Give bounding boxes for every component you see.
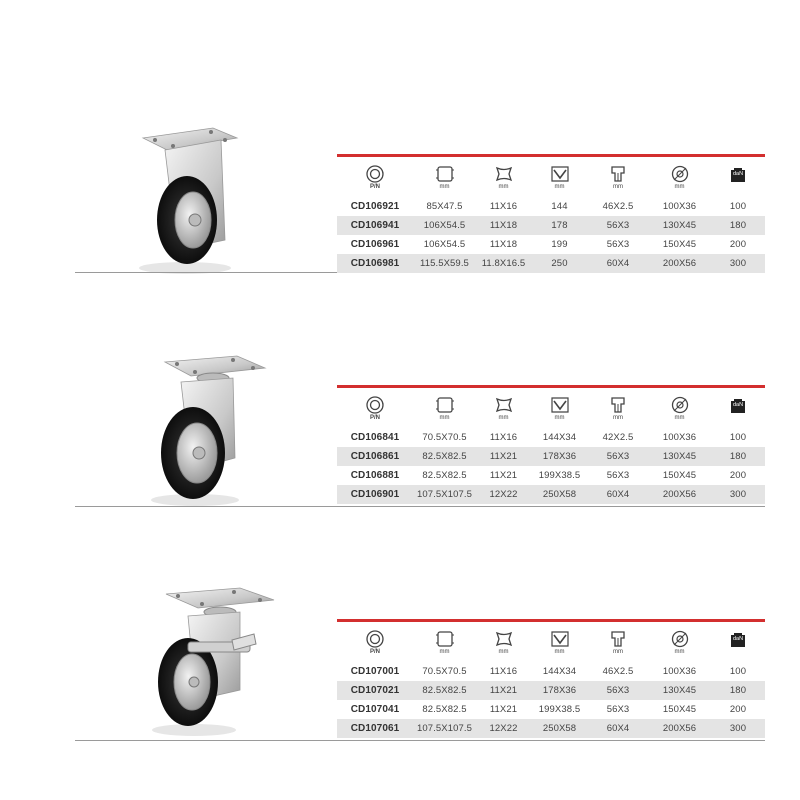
spec-cell: 82.5X82.5	[413, 447, 476, 466]
plate-size-column-header	[413, 621, 476, 663]
table-row	[337, 662, 765, 681]
spec-cell: 46X2.5	[588, 197, 648, 216]
spec-cell: 150X45	[648, 700, 711, 719]
spec-cell: 60X4	[588, 254, 648, 273]
table-row	[337, 700, 765, 719]
column-unit-label: mm	[554, 414, 565, 421]
column-unit-label: mm	[674, 414, 685, 421]
spec-cell: 100X36	[648, 428, 711, 447]
spec-cell: 100	[711, 428, 765, 447]
column-unit-label: mm	[498, 414, 509, 421]
spec-cell: 56X3	[588, 681, 648, 700]
spec-cell: 82.5X82.5	[413, 681, 476, 700]
spec-cell: 46X2.5	[588, 662, 648, 681]
spec-cell: 11.8X16.5	[476, 254, 531, 273]
spec-cell: 82.5X82.5	[413, 466, 476, 485]
spec-cell: 144	[531, 197, 588, 216]
spec-cell: 130X45	[648, 681, 711, 700]
spec-cell: 178X36	[531, 681, 588, 700]
column-unit-label: mm	[439, 183, 450, 190]
spec-cell: 199X38.5	[531, 466, 588, 485]
spec-cell: 180	[711, 216, 765, 235]
spec-cell: 100	[711, 662, 765, 681]
spec-cell: 12X22	[476, 485, 531, 504]
spec-cell: 82.5X82.5	[413, 700, 476, 719]
spec-table-3	[337, 619, 765, 738]
part-number-cell: CD106981	[337, 254, 413, 273]
spec-cell: 11X21	[476, 700, 531, 719]
spec-cell: 200X56	[648, 254, 711, 273]
pn-ring-icon	[364, 630, 386, 648]
column-unit-label: mm	[613, 414, 623, 421]
spec-cell: 12X22	[476, 719, 531, 738]
spec-cell: 107.5X107.5	[413, 485, 476, 504]
wheel-size-column-header	[648, 621, 711, 663]
swivel-brake-caster-image	[128, 582, 283, 742]
spec-cell: 144X34	[531, 662, 588, 681]
spec-cell: 11X16	[476, 197, 531, 216]
part-number-cell: CD107001	[337, 662, 413, 681]
spec-cell: 200	[711, 700, 765, 719]
spec-cell: 60X4	[588, 719, 648, 738]
bearing-column-header	[588, 621, 648, 663]
bolt-hole-icon	[493, 630, 515, 648]
table-header-row	[337, 621, 765, 663]
column-unit-label: mm	[613, 648, 623, 655]
spec-cell: 178	[531, 216, 588, 235]
spec-cell: 300	[711, 719, 765, 738]
spec-cell: 130X45	[648, 216, 711, 235]
spec-cell: 100X36	[648, 197, 711, 216]
column-unit-label: mm	[439, 414, 450, 421]
spec-cell: 300	[711, 254, 765, 273]
column-unit-label: daN	[732, 171, 744, 177]
column-unit-label: mm	[554, 183, 565, 190]
spec-cell: 106X54.5	[413, 235, 476, 254]
spec-cell: 150X45	[648, 466, 711, 485]
part-number-cell: CD106941	[337, 216, 413, 235]
column-unit-label: mm	[498, 183, 509, 190]
spec-cell: 250X58	[531, 719, 588, 738]
spec-cell: 250	[531, 254, 588, 273]
part-number-cell: CD106901	[337, 485, 413, 504]
spec-cell: 85X47.5	[413, 197, 476, 216]
pn-ring-column-header	[337, 621, 413, 663]
part-number-cell: CD106961	[337, 235, 413, 254]
spec-cell: 200	[711, 235, 765, 254]
spec-cell: 70.5X70.5	[413, 428, 476, 447]
spec-cell: 200X56	[648, 719, 711, 738]
column-unit-label: mm	[498, 648, 509, 655]
spec-cell: 11X18	[476, 235, 531, 254]
spec-cell: 100	[711, 197, 765, 216]
spec-cell: 180	[711, 447, 765, 466]
spec-cell: 11X21	[476, 681, 531, 700]
spec-cell: 300	[711, 485, 765, 504]
spec-cell: 11X18	[476, 216, 531, 235]
spec-cell: 144X34	[531, 428, 588, 447]
spec-cell: 106X54.5	[413, 216, 476, 235]
spec-cell: 56X3	[588, 216, 648, 235]
spec-cell: 178X36	[531, 447, 588, 466]
spec-cell: 200	[711, 466, 765, 485]
column-unit-label: mm	[674, 183, 685, 190]
spec-cell: 42X2.5	[588, 428, 648, 447]
part-number-cell: CD106841	[337, 428, 413, 447]
spec-cell: 250X58	[531, 485, 588, 504]
column-unit-label: mm	[674, 648, 685, 655]
part-number-cell: CD106861	[337, 447, 413, 466]
spec-cell: 115.5X59.5	[413, 254, 476, 273]
part-number-cell: CD107021	[337, 681, 413, 700]
table-body	[337, 662, 765, 738]
table-row	[337, 681, 765, 700]
plate-size-icon	[434, 630, 456, 648]
spec-cell: 199	[531, 235, 588, 254]
height-column-header	[531, 621, 588, 663]
spec-cell: 56X3	[588, 466, 648, 485]
spec-cell: 199X38.5	[531, 700, 588, 719]
spec-cell: 150X45	[648, 235, 711, 254]
column-unit-label: P/N	[369, 414, 380, 421]
column-unit-label: daN	[732, 636, 744, 642]
spec-cell: 11X21	[476, 447, 531, 466]
spec-cell: 60X4	[588, 485, 648, 504]
bearing-icon	[607, 630, 629, 648]
spec-cell: 70.5X70.5	[413, 662, 476, 681]
spec-cell: 180	[711, 681, 765, 700]
spec-cell: 100X36	[648, 662, 711, 681]
column-unit-label: mm	[554, 648, 565, 655]
spec-cell: 11X16	[476, 662, 531, 681]
spec-cell: 56X3	[588, 235, 648, 254]
table-row	[337, 719, 765, 738]
spec-cell: 107.5X107.5	[413, 719, 476, 738]
spec-cell: 130X45	[648, 447, 711, 466]
part-number-cell: CD106921	[337, 197, 413, 216]
column-unit-label: mm	[613, 183, 623, 190]
section-divider	[75, 740, 765, 741]
part-number-cell: CD107041	[337, 700, 413, 719]
spec-cell: 200X56	[648, 485, 711, 504]
column-unit-label: mm	[439, 648, 450, 655]
column-unit-label: P/N	[369, 183, 380, 190]
spec-cell: 11X16	[476, 428, 531, 447]
load-weight-column-header	[711, 621, 765, 663]
bolt-hole-column-header	[476, 621, 531, 663]
column-unit-label: P/N	[369, 648, 380, 655]
height-icon	[549, 630, 571, 648]
column-unit-label: daN	[732, 402, 744, 408]
spec-cell: 11X21	[476, 466, 531, 485]
spec-cell: 56X3	[588, 700, 648, 719]
part-number-cell: CD107061	[337, 719, 413, 738]
spec-cell: 56X3	[588, 447, 648, 466]
part-number-cell: CD106881	[337, 466, 413, 485]
wheel-size-icon	[669, 630, 691, 648]
